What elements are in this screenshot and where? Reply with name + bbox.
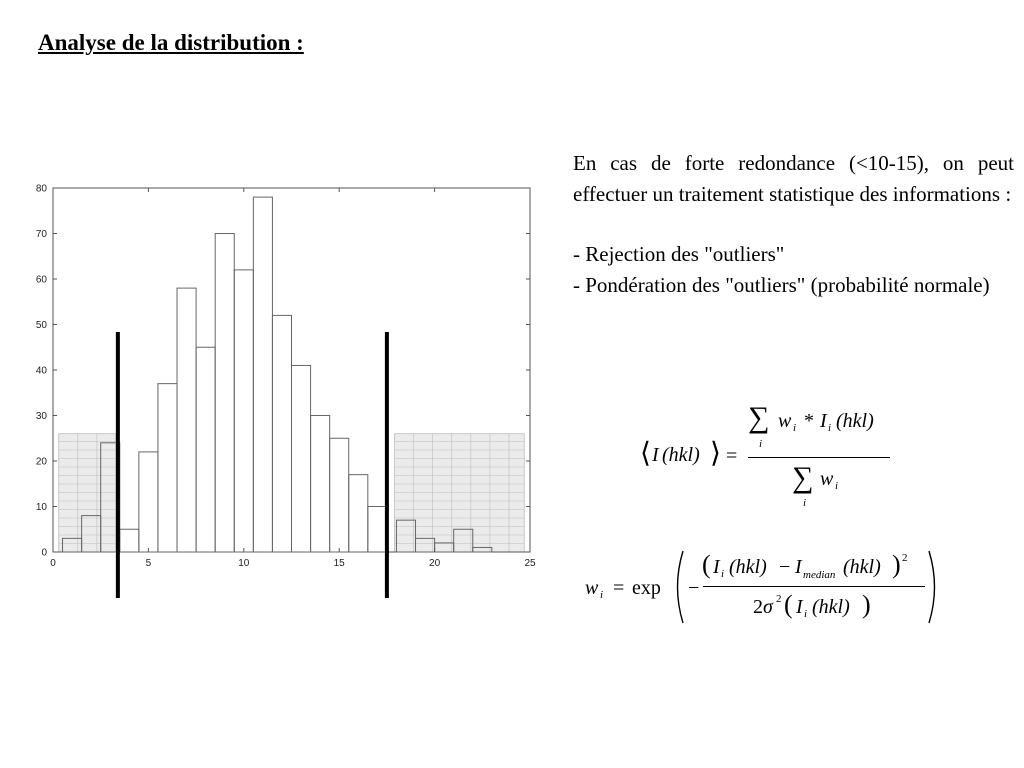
weight-fraction-bar [703,586,925,587]
shaded-region-1 [395,434,525,552]
x-tick-label-1: 5 [145,558,152,569]
angle-right: ⟩ [710,438,721,469]
histogram-bar-10 [253,197,272,552]
slide-title: Analyse de la distribution : [38,30,304,55]
numerator-intensity: I [820,410,827,432]
num-paren-close: ) [892,550,901,579]
weight-minus: − [688,577,700,599]
denominator-weight-index: i [835,480,839,492]
denominator-weight: w [820,468,834,490]
sum-index-denominator: i [803,497,807,509]
y-tick-label-4: 40 [35,365,47,377]
histogram-bar-9 [234,270,253,552]
den-paren-close: ) [862,590,871,619]
y-tick-label-1: 10 [35,502,47,513]
x-tick-label-0: 0 [50,558,56,569]
histogram-bar-15 [349,475,368,552]
den-sigma-exponent: 2 [776,593,782,605]
equals-sign: = [726,445,738,467]
x-tick-label-2: 10 [238,558,250,569]
histogram-bar-8 [215,234,234,553]
numerator-weight-index: i [793,422,797,434]
big-paren-left [671,550,685,624]
weight-equals: = [613,577,625,599]
big-paren-right [927,550,941,624]
num-exponent: 2 [902,552,908,564]
num-intensity-args: (hkl) [729,556,767,578]
num-intensity: I [713,556,720,578]
bullet-rejection: - Rejection des "outliers" [573,239,1014,270]
y-tick-label-0: 0 [41,547,47,559]
y-tick-label-5: 50 [35,320,47,331]
shaded-region-0 [59,434,116,552]
y-tick-label-6: 60 [35,274,47,286]
histogram-bar-7 [196,347,215,552]
lhs-args: (hkl) [662,444,700,466]
den-two: 2 [753,596,763,618]
y-tick-label-8: 80 [35,183,47,195]
exp-function: exp [632,577,661,599]
num-intensity-index: i [721,568,725,580]
numerator-intensity-index: i [828,422,832,434]
formula-weight [585,548,955,628]
angle-left: ⟨ [640,438,651,469]
num-median-args: (hkl) [843,556,881,578]
histogram-bar-3 [120,529,139,552]
num-paren-open: ( [702,550,711,579]
x-tick-label-4: 20 [429,558,441,569]
intro-paragraph: En cas de forte redondance (<10-15), on peut effectuer un traitement statistique des informations : [573,151,1014,206]
x-tick-label-3: 15 [333,558,345,569]
bullet-list [573,239,1014,300]
numerator-star: * [804,410,814,432]
lhs-intensity: I [652,444,659,466]
histogram-bar-14 [330,438,349,552]
num-minus: − [779,556,791,578]
weight-symbol: w [585,577,599,599]
y-tick-label-7: 70 [35,229,47,240]
den-paren-open: ( [784,590,793,619]
histogram-bar-13 [311,416,330,553]
histogram-bar-16 [368,507,387,553]
text-block [573,148,1014,300]
den-intensity-args: (hkl) [812,596,850,618]
y-tick-label-2: 20 [35,456,47,468]
x-tick-label-5: 25 [524,558,536,569]
num-median-intensity: I [795,556,802,578]
sum-sign-denominator: ∑ [792,461,814,494]
den-intensity: I [796,596,803,618]
formula-weighted-mean [640,400,900,510]
histogram-bar-12 [292,365,311,552]
den-intensity-index: i [804,608,808,620]
histogram-bar-5 [158,384,177,552]
y-tick-label-3: 30 [35,411,47,422]
weight-index: i [600,589,604,601]
bullet-ponderation: - Pondération des "outliers" (probabilité normale) [573,270,1014,301]
den-sigma: σ [763,596,773,618]
sum-sign-numerator: ∑ [748,401,770,434]
num-median-label: median [803,569,836,581]
histogram-bar-4 [139,452,158,552]
histogram-bar-6 [177,288,196,552]
fraction-bar [748,457,890,458]
numerator-weight: w [778,410,792,432]
numerator-args: (hkl) [836,410,874,432]
histogram-bar-11 [272,315,291,552]
sum-index-numerator: i [759,438,763,450]
